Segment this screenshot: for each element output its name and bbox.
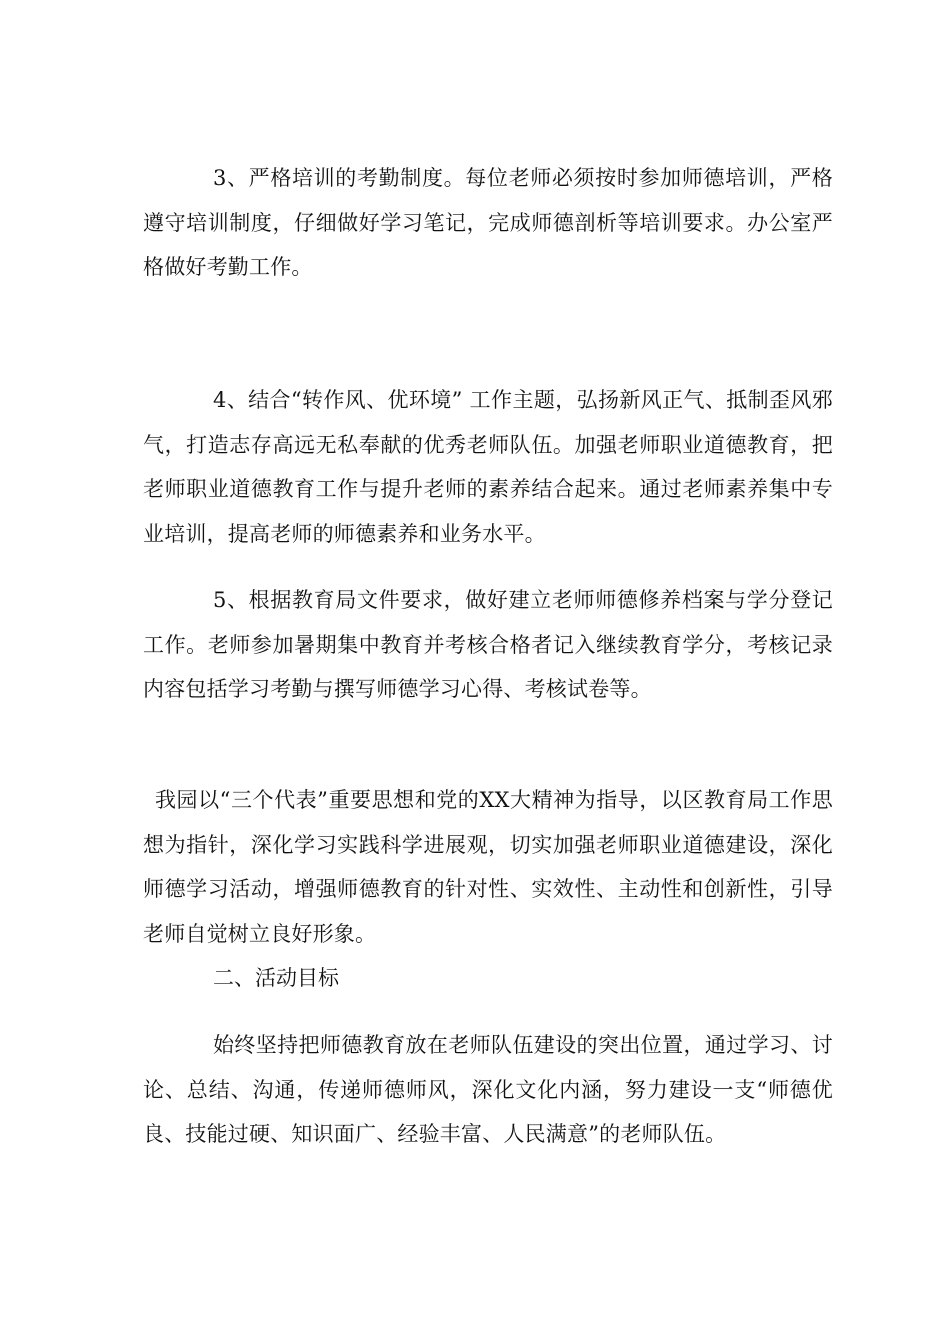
paragraph-ethics-archive: 5、根据教育局文件要求，做好建立老师师德修养档案与学分登记工作。老师参加暑期集中教育并考核合格者记入继续教育学分，考核记录内容包括学习考勤与撰写师德学习心得、考核试卷等。 — [143, 588, 833, 701]
section-heading-activity-goals: 二、活动目标 — [213, 966, 339, 990]
paragraph-activity-goals: 始终坚持把师德教育放在老师队伍建设的突出位置，通过学习、讨论、总结、沟通，传递师德师风，深化文化内涵，努力建设一支“师德优良、技能过硬、知识面广、经验丰富、人民满意”的老师队伍。 — [143, 1033, 833, 1146]
paragraph-attendance-system: 3、严格培训的考勤制度。每位老师必须按时参加师德培训，严格遵守培训制度，仔细做好学习笔记，完成师德剖析等培训要求。办公室严格做好考勤工作。 — [143, 166, 833, 279]
paragraph-work-theme: 4、结合“转作风、优环境” 工作主题，弘扬新风正气、抵制歪风邪气，打造志存高远无私奉献的优秀老师队伍。加强老师职业道德教育，把老师职业道德教育工作与提升老师的素养结合起来。通过老师素养集中专业培训，提高老师的师德素养和业务水平。 — [143, 388, 833, 546]
paragraph-guiding-ideology: 我园以“三个代表”重要思想和党的XX大精神为指导，以区教育局工作思想为指针，深化学习实践科学进展观，切实加强老师职业道德建设，深化师德学习活动，增强师德教育的针对性、实效性、主动性和创新性，引导老师自觉树立良好形象。 — [143, 788, 833, 946]
